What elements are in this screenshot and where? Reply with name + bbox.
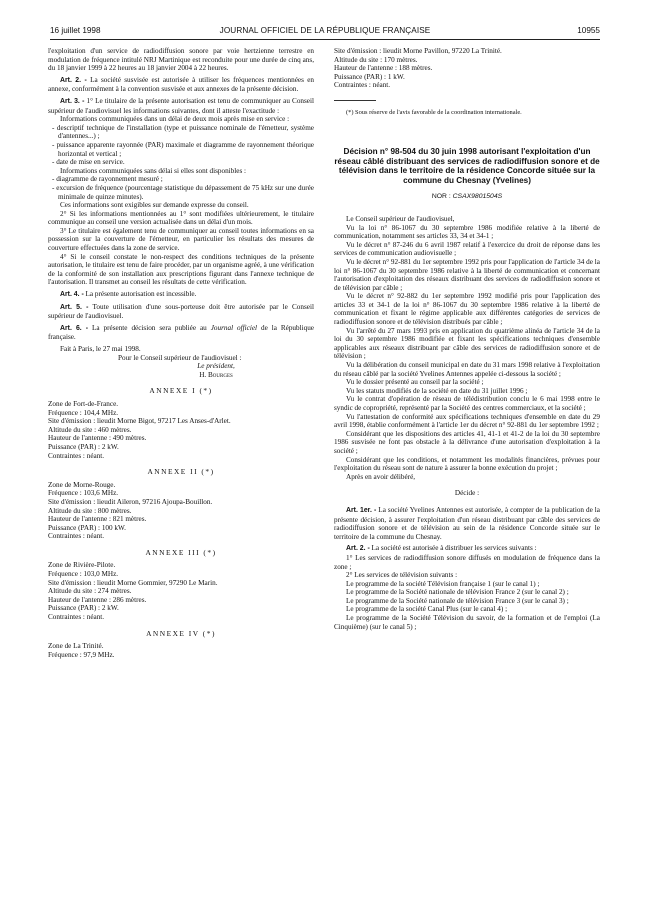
article-6 <box>48 324 314 342</box>
paragraph: Informations communiquées sans délai si elles sont disponibles : <box>60 166 247 175</box>
annex-title: ANNEXE III (*) <box>145 547 217 557</box>
annex-line: Fréquence : 97,9 MHz. <box>48 650 115 659</box>
header-rule <box>50 39 600 40</box>
article-text: 1° Le titulaire de la présente autorisation est tenu de communiquer au Conseil supérieur de l'audiovisuel les informations suivantes, dont il atteste l'exactitude : <box>48 96 314 115</box>
annex-line: Contraintes : néant. <box>48 532 105 541</box>
article-3 <box>48 97 314 115</box>
article-text: La présente autorisation est incessible. <box>83 290 197 299</box>
footnote: (*) Sous réserve de l'avis favorable de la coordination internationale. <box>346 108 522 116</box>
annex-line: Contraintes : néant. <box>48 451 105 460</box>
article-label: Art. 2. - <box>60 76 87 84</box>
preamble-item: Vu la loi n° 86-1067 du 30 septembre 1986 modifiée relative à la liberté de communication, notamment ses articles 33, 34 et 34-1 ; <box>334 223 600 241</box>
article-1 <box>334 506 600 541</box>
decision-title: Décision n° 98-504 du 30 juin 1998 autorisant l'exploitation d'un réseau câblé distribuant des services de radiodiffusion sonore et de télévision dans le territoire de la résidence Concorde située sur la commune du Chesnay (Yvelines) <box>334 146 600 185</box>
list-item: - date de mise en service. <box>52 158 125 167</box>
annex-line: Zone de Fort-de-France. <box>48 399 119 408</box>
decide-heading: Décide : <box>454 489 480 498</box>
right-column <box>334 47 600 631</box>
preamble-item: Vu le décret n° 92-881 du 1er septembre 1992 pris pour l'application de l'article 34 de la loi n° 86-1067 du 30 septembre 1986 relative à la liberté de communication et concernant l'autorisation d'exploitation des réseaux distribuant des services de radiodiffusion sonore et de télévision par câble ; <box>334 257 600 292</box>
list-item: - descriptif technique de l'installation (type et puissance nominale de l'émetteur, système d'antennes...) ; <box>52 123 314 141</box>
preamble-item: Vu le décret n° 87-246 du 6 avril 1987 relatif à l'exercice du droit de réponse dans les services de communication audiovisuelle ; <box>334 240 600 258</box>
annex-line: Site d'émission : lieudit Morne Bigot, 97217 Les Anses-d'Arlet. <box>48 417 231 426</box>
article-text: La présente décision sera publiée au <box>88 323 211 332</box>
annex-line: Puissance (PAR) : 1 kW. <box>334 72 405 81</box>
annex-line: Hauteur de l'antenne : 188 mètres. <box>334 64 433 73</box>
annex-line: Puissance (PAR) : 2 kW. <box>48 604 119 613</box>
nor-reference <box>334 193 600 202</box>
annex-line: Puissance (PAR) : 2 kW. <box>48 442 119 451</box>
annex-line: Altitude du site : 800 mètres. <box>48 506 132 515</box>
article-2 <box>48 76 314 94</box>
list-item: - excursion de fréquence (pourcentage statistique du dépassement de 75 kHz sur une durée minimale de quinze minutes). <box>52 183 314 201</box>
header-page-number: 10955 <box>577 26 600 35</box>
annex-details <box>48 561 314 621</box>
preamble-item: Vu le contrat d'opération de réseau de télédistribution conclu le 6 mai 1998 entre le syndic de copropriété, représenté par la Société des centres commerciaux, et la société ; <box>334 395 600 412</box>
article-2 <box>334 544 600 554</box>
annex-line: Hauteur de l'antenne : 490 mètres. <box>48 434 147 443</box>
paragraph: Ces informations sont exigibles sur demande expresse du conseil. <box>60 201 249 210</box>
annex-line: Hauteur de l'antenne : 286 mètres. <box>48 595 147 604</box>
preamble-item: Vu la délibération du conseil municipal en date du 31 mars 1998 relative à l'exploitation du réseau câblé par la société Yvelines Antennes appelée ci-dessous la société ; <box>334 361 600 378</box>
preamble-item: Après en avoir délibéré, <box>346 472 416 481</box>
annex-line: Fréquence : 103,0 MHz. <box>48 570 119 579</box>
nor-code: CSAX9801504S <box>452 193 503 201</box>
list-item: - puissance apparente rayonnée (PAR) maximale et diagramme de rayonnement théorique horizontal et vertical ; <box>52 140 314 158</box>
header-date: 16 juillet 1998 <box>50 26 101 35</box>
paragraph: Informations communiquées dans un délai de deux mois après mise en service : <box>60 115 290 124</box>
annex-line: Zone de La Trinité. <box>48 642 104 651</box>
article-label: Art. 3. - <box>60 97 85 105</box>
annex-details <box>48 642 314 659</box>
list-item: - diagramme de rayonnement mesuré ; <box>52 175 163 184</box>
annex-line: Contraintes : néant. <box>48 613 105 622</box>
annex-line: Fréquence : 103,6 MHz. <box>48 489 119 498</box>
service-item: Le programme de la société Canal Plus (sur le canal 4) ; <box>346 605 508 614</box>
header-title: JOURNAL OFFICIEL DE LA RÉPUBLIQUE FRANÇAISE <box>219 26 431 35</box>
article-label: Art. 2. - <box>346 545 370 553</box>
article-text: La société Yvelines Antennes est autorisée, à compter de la publication de la présente décision, à assurer l'exploitation d'un réseau distribuant par câble des services de radiodiffusion sonore et de télévision au sein de la résidence Concorde située sur le territoire de la commune du Chesnay. <box>334 505 600 541</box>
annex-line: Zone de Rivière-Pilote. <box>48 561 116 570</box>
article-4 <box>48 290 314 300</box>
article-label: Art. 4. - <box>60 291 84 299</box>
preamble-item: Vu le dossier présenté au conseil par la société ; <box>346 378 484 387</box>
signatory-title: Le président, <box>197 362 235 371</box>
signatory-line: Pour le Conseil supérieur de l'audiovisuel : <box>118 353 242 362</box>
annex-line: Altitude du site : 274 mètres. <box>48 587 132 596</box>
paragraph: l'exploitation d'un service de radiodiffusion sonore par voie hertzienne terrestre en modulation de fréquence intitulé NRJ Martinique est reconduite pour une durée de cinq ans, du 18 janvier 1999 à 22 heures au 18 janvier 2004 à 22 heures. <box>48 47 314 73</box>
annex-line: Puissance (PAR) : 100 kW. <box>48 523 126 532</box>
paragraph: 3° Le titulaire est également tenu de communiquer au conseil toutes informations en sa possession sur la couverture de l'émetteur, en particulier les résultats des mesures de couverture effectuées dans la zone de service. <box>48 226 314 253</box>
annex-title: ANNEXE IV (*) <box>146 628 216 638</box>
annex-line: Site d'émission : lieudit Morne Pavillon, 97220 La Trinité. <box>334 47 502 55</box>
service-item: Le programme de la Société nationale de télévision France 2 (sur le canal 2) ; <box>346 588 569 597</box>
preamble-list <box>334 224 600 482</box>
nor-label: NOR : <box>431 193 451 201</box>
article-5 <box>48 303 314 321</box>
annexes <box>48 387 314 659</box>
article-label: Art. 1er. - <box>346 506 377 514</box>
annex-line: Fréquence : 104,4 MHz. <box>48 408 119 417</box>
article-text: La société est autorisée à distribuer les services suivants : <box>369 544 537 553</box>
article-text: Toute utilisation d'une sous-porteuse doit être autorisée par le Conseil supérieur de l'audiovisuel. <box>48 302 314 321</box>
services-list <box>334 554 600 631</box>
service-item: Le programme de la Société Télévision du savoir, de la formation et de l'emploi (La Cinquième) (sur le canal 5) ; <box>334 614 600 631</box>
annex-line: Hauteur de l'antenne : 821 mètres. <box>48 515 147 524</box>
article-text: La société susvisée est autorisée à utiliser les fréquences mentionnées en annexe, conformément à la convention susvisée et aux annexes de la présente décision. <box>48 75 314 94</box>
service-item: Le programme de la Société nationale de télévision France 3 (sur le canal 3) ; <box>346 596 569 605</box>
annex-title: ANNEXE I (*) <box>149 386 213 396</box>
preamble-item: Vu le décret n° 92-882 du 1er septembre 1992 modifié pris pour l'application des articles 33 et 34-1 de la loi n° 86-1067 du 30 septembre 1986 relative à la liberté de communication et fixant le régime applicable aux différentes catégories de services de radiodiffusion sonore et de télévision distribués par câble ; <box>334 292 600 327</box>
preamble-item: Vu l'attestation de conformité aux spécifications techniques d'ensemble en date du 29 avril 1998, établie conformément à l'article 1er du décret n° 92-881 du 1er septembre 1992 ; <box>334 412 600 430</box>
annex-line: Site d'émission : lieudit Aileron, 97216 Ajoupa-Bouillon. <box>48 497 213 506</box>
article-label: Art. 5. - <box>60 303 89 311</box>
service-item: Le programme de la société Télévision française 1 (sur le canal 1) ; <box>346 579 540 588</box>
annex-line: Altitude du site : 170 mètres. <box>334 55 418 64</box>
annex-line: Site d'émission : lieudit Morne Gommier, 97290 Le Marin. <box>48 578 218 587</box>
service-item: 2° Les services de télévision suivants : <box>346 571 458 580</box>
preamble-item: Considérant que les dispositions des articles 41, 41-1 et 41-2 de la loi du 30 septembre 1986 susvisée ne font pas obstacle à la délivrance d'une autorisation d'exploitation à la société ; <box>334 429 600 455</box>
annex-iv-continuation <box>334 47 600 90</box>
annex-title: ANNEXE II (*) <box>147 467 215 477</box>
annex-details <box>48 481 314 541</box>
annex-line: Contraintes : néant. <box>334 81 391 90</box>
paragraph: 4° Si le conseil constate le non-respect des conditions techniques de la présente autorisation, le titulaire est tenu de faire procéder, par un organisme agréé, à une vérification de la conformité de son installation aux prescriptions figurant dans l'annexe technique de l'autorisation. Il transmet au conseil les résultats de cette vérification. <box>48 252 314 287</box>
annex-line: Altitude du site : 460 mètres. <box>48 425 132 434</box>
preamble-opening: Le Conseil supérieur de l'audiovisuel, <box>346 214 455 223</box>
annex-details <box>48 400 314 460</box>
left-column <box>48 47 314 659</box>
journal-name: Journal officiel <box>210 323 258 332</box>
annex-line: Zone de Morne-Rouge. <box>48 480 116 489</box>
paragraph: 2° Si les informations mentionnées au 1° sont modifiées ultérieurement, le titulaire communique au conseil une version actualisée dans un délai d'un mois. <box>48 209 314 227</box>
place-date: Fait à Paris, le 27 mai 1998. <box>60 345 141 353</box>
page-header <box>50 26 600 40</box>
signatory-name: H. Bourges <box>199 370 233 379</box>
service-item: 1° Les services de radiodiffusion sonore diffusés en modulation de fréquence dans la zone ; <box>334 553 600 571</box>
article-text: de la République française. <box>48 323 314 342</box>
footnote-separator <box>334 100 376 101</box>
preamble-item: Vu les statuts modifiés de la société en date du 31 juillet 1996 ; <box>346 386 528 395</box>
article-label: Art. 6. - <box>60 324 89 332</box>
preamble-item: Vu l'arrêté du 27 mars 1993 pris en application du quatrième alinéa de l'article 34 de la loi du 30 septembre 1986 modifiée et fixant les spécifications techniques d'ensemble applicables aux réseaux distribuant par câble des services de radiodiffusion sonore et de télévision ; <box>334 326 600 361</box>
preamble-item: Considérant que les conditions, et notamment les modalités financières, prévues pour l'exploitation du réseau sont de nature à assurer la bonne exécution du projet ; <box>334 455 600 473</box>
